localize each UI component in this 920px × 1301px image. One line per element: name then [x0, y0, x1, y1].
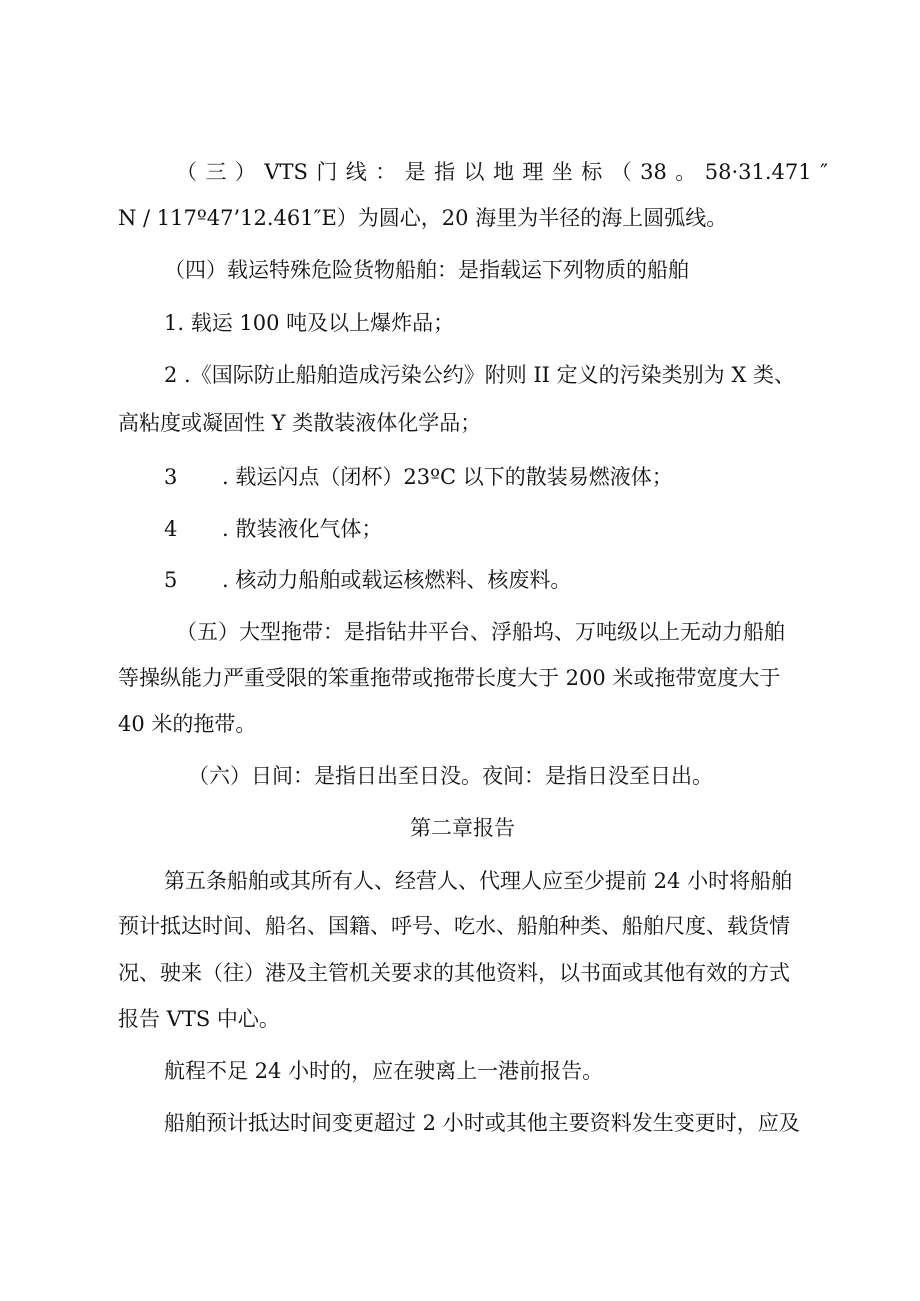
text-segment: 38	[640, 160, 667, 184]
text-segment: 坐	[551, 160, 573, 184]
def3-line1	[176, 159, 828, 185]
text-segment: 58·31.471	[704, 160, 812, 184]
def4-item2-line1: 2 .《国际防止船舶造成污染公约》附则 II 定义的污染类别为 X 类、	[164, 363, 795, 387]
def4-item5	[164, 567, 571, 593]
paragraph-voyage: 航程不足 24 小时的，应在驶离上一港前报告。	[164, 1059, 604, 1083]
text-segment: ）	[234, 160, 256, 184]
text-segment: （	[610, 160, 632, 184]
def3-line2: N / 117º47’12.461″E）为圆心，20 海里为半径的海上圆弧线。	[118, 206, 728, 230]
item-text: . 核动力船舶或载运核燃料、核废料。	[222, 568, 572, 592]
item-text: . 散装液化气体；	[222, 517, 383, 541]
text-segment: 指	[434, 160, 456, 184]
text-segment: 三	[205, 160, 227, 184]
text-segment: 。	[675, 160, 697, 184]
text-segment: ″	[820, 160, 828, 184]
def4-heading: （四）载运特殊危险货物船舶：是指载运下列物质的船舶	[164, 258, 689, 282]
chapter-title: 第二章报告	[410, 816, 515, 840]
text-segment: 地	[492, 160, 514, 184]
paragraph-change: 船舶预计抵达时间变更超过 2 小时或其他主要资料发生变更时，应及	[164, 1111, 800, 1135]
text-segment: 门	[316, 160, 338, 184]
text-segment: 是	[404, 160, 426, 184]
article5-line1: 第五条船舶或其所有人、经营人、代理人应至少提前 24 小时将船舶	[164, 869, 793, 893]
def4-item2-line2: 高粘度或凝固性 Y 类散装液体化学品；	[118, 411, 482, 435]
def4-item3	[164, 464, 673, 490]
text-segment: 以	[463, 160, 485, 184]
def4-item4	[164, 516, 382, 542]
def5-line3: 40 米的拖带。	[118, 712, 257, 736]
article5-line4: 报告 VTS 中心。	[118, 1007, 280, 1031]
text-segment: VTS	[264, 160, 308, 184]
text-segment: 线	[345, 160, 367, 184]
item-number: 3	[164, 465, 178, 489]
def5-line1: （五）大型拖带：是指钻井平台、浮船坞、万吨级以上无动力船舶	[176, 620, 785, 644]
article5-line2: 预计抵达时间、船名、国籍、呼号、吃水、船舶种类、船舶尺度、载货情	[118, 914, 790, 938]
def6: （六）日间：是指日出至日没。夜间：是指日没至日出。	[188, 764, 713, 788]
item-number: 4	[164, 517, 178, 541]
item-text: . 载运闪点（闭杯）23ºC 以下的散装易燃液体；	[222, 465, 673, 489]
text-segment: ：	[375, 160, 397, 184]
text-segment: 标	[581, 160, 603, 184]
article5-line3: 况、驶来（往）港及主管机关要求的其他资料，以书面或其他有效的方式	[118, 961, 790, 985]
def4-item1: 1. 载运 100 吨及以上爆炸品；	[164, 311, 455, 335]
item-number: 5	[164, 568, 178, 592]
def5-line2: 等操纵能力严重受限的笨重拖带或拖带长度大于 200 米或拖带宽度大于	[118, 666, 781, 690]
text-segment: 理	[522, 160, 544, 184]
text-segment: （	[176, 160, 197, 184]
